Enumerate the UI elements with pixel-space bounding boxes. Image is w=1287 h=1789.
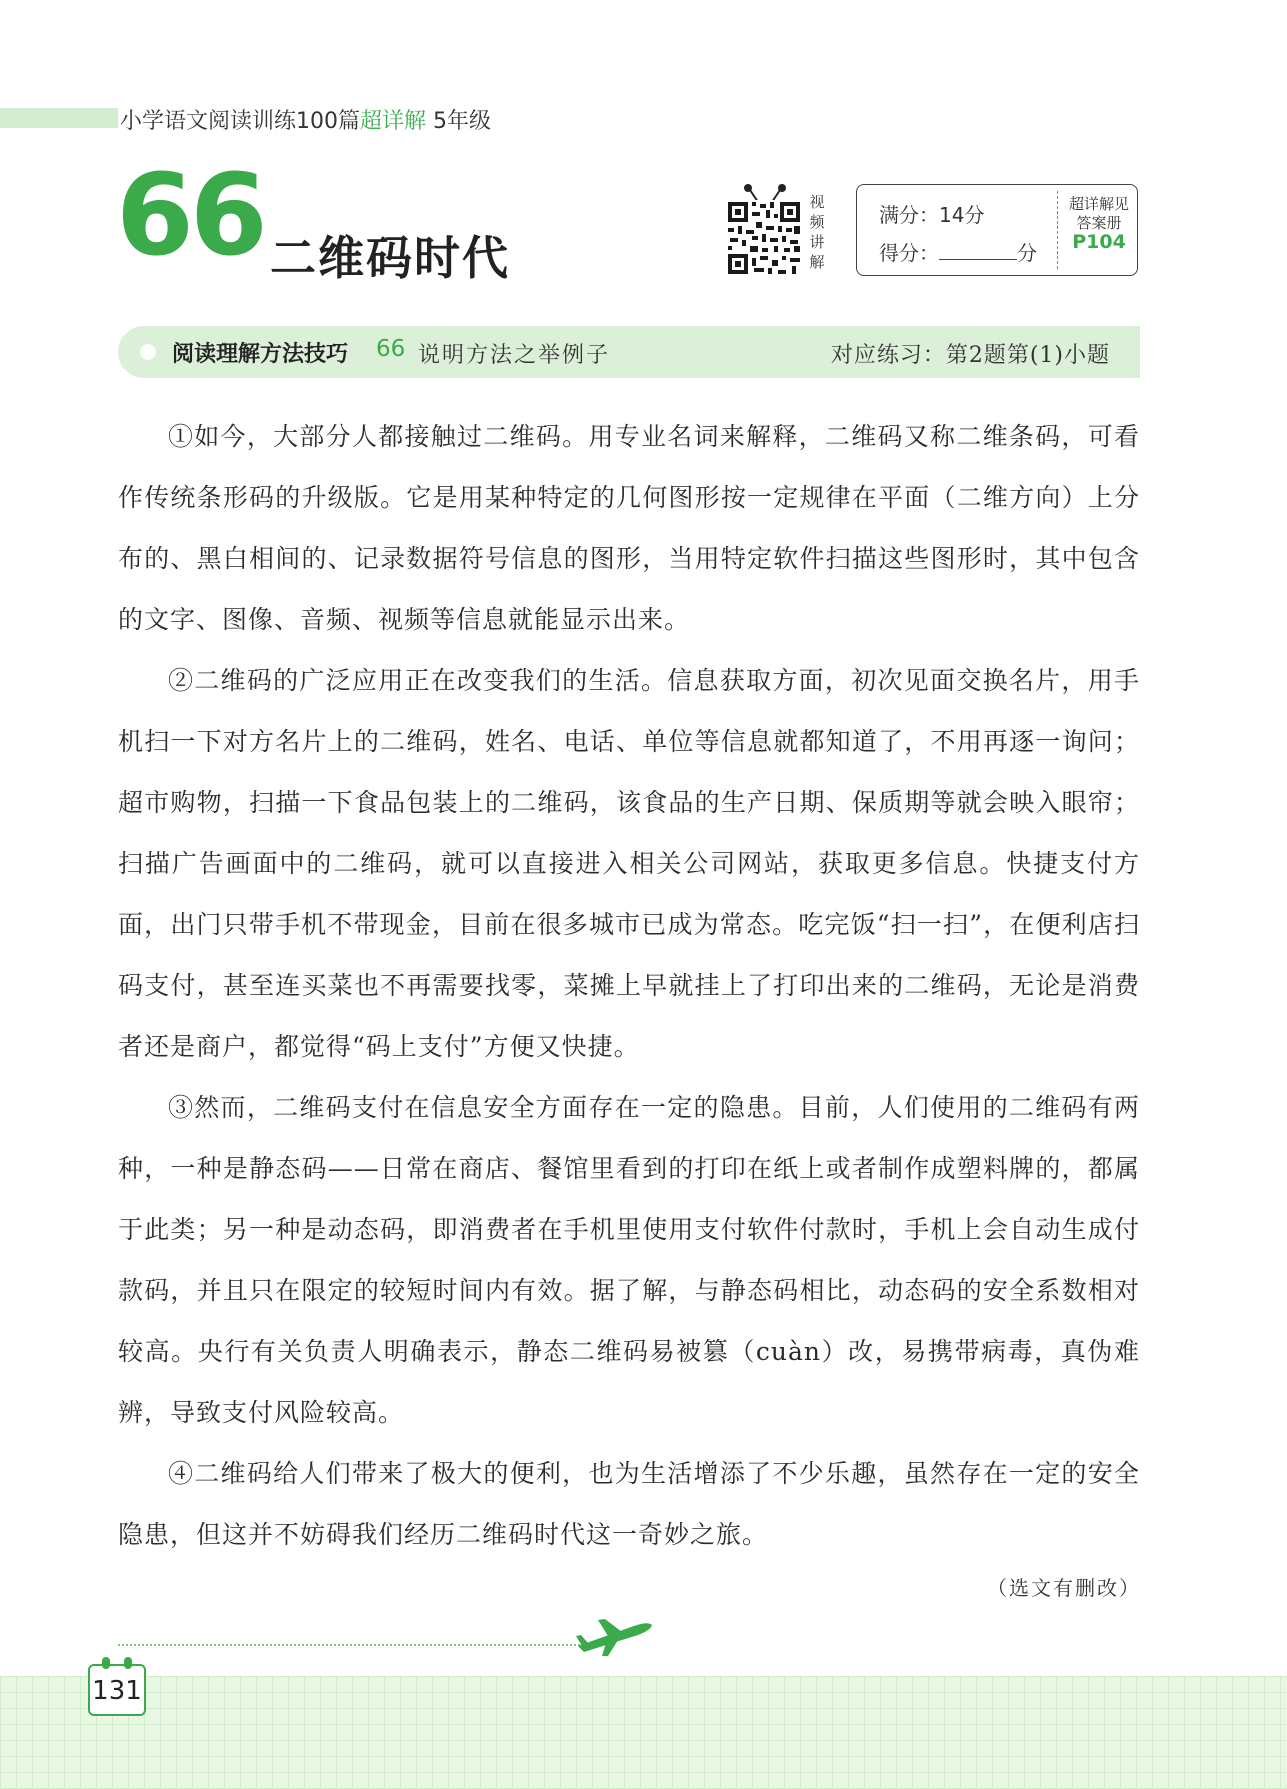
answer-ref-line1: 超详解见	[1068, 195, 1129, 213]
paragraph-1: ①如今，大部分人都接触过二维码。用专业名词来解释，二维码又称二维条码，可看作传统条形码的升级版。它是用某种特定的几何图形按一定规律在平面（二维方向）上分布的、黑白相间的、记录数据符号信息的图形，当用特定软件扫描这些图形时，其中包含的文字、图像、音频、视频等信息就能显示出来。	[118, 422, 1140, 634]
binder-ring-icon	[102, 1657, 110, 1669]
answer-ref-line2: 答案册	[1076, 214, 1122, 232]
paragraph-4: ④二维码给人们带来了极大的便利，也为生活增添了不少乐趣，虽然存在一定的安全隐患，但这并不妨碍我们经历二维码时代这一奇妙之旅。	[118, 1459, 1140, 1549]
score-divider	[1057, 191, 1058, 269]
score-field-suffix: 分	[1017, 241, 1037, 265]
page-number: 131	[92, 1676, 142, 1706]
qr-label-char: 讲	[809, 233, 825, 251]
paragraph-3: ③然而，二维码支付在信息安全方面存在一定的隐患。目前，人们使用的二维码有两种，一种是静态码——日常在商店、餐馆里看到的打印在纸上或者制作成塑料牌的，都属于此类；另一种是动态码，即消费者在手机里使用支付软件付款时，手机上会自动生成付款码，并且只在限定的较短时间内有效。据了解，与静态码相比，动态码的安全系数相对较高。央行有关负责人明确表示，静态二维码易被篡（cuàn）改，易携带病毒，真伪难辨，导致支付风险较高。	[118, 1093, 1140, 1427]
tip-number: 66	[376, 336, 406, 362]
qr-label	[806, 192, 828, 272]
full-score: 满分：14分	[879, 203, 985, 227]
footer-grid-background	[0, 1676, 1287, 1789]
paragraph-2: ②二维码的广泛应用正在改变我们的生活。信息获取方面，初次见面交换名片，用手机扫一下对方名片上的二维码，姓名、电话、单位等信息就都知道了，不用再逐一询问；超市购物，扫描一下食品包装上的二维码，该食品的生产日期、保质期等就会映入眼帘；扫描广告画面中的二维码，就可以直接进入相关公司网站，获取更多信息。快捷支付方面，出门只带手机不带现金，目前在很多城市已成为常态。吃完饭“扫一扫”，在便利店扫码支付，甚至连买菜也不再需要找零，菜摊上早就挂上了打印出来的二维码，无论是消费者还是商户，都觉得“码上支付”方便又快捷。	[118, 666, 1140, 1061]
tip-method: 说明方法之举例子	[418, 343, 611, 368]
score-field-label: 得分：	[879, 241, 939, 265]
qr-label-char: 视	[809, 193, 825, 211]
book-title-highlight: 超详解	[360, 109, 427, 134]
qr-label-char: 频	[809, 213, 825, 231]
book-title-text: 小学语文阅读训练100篇	[120, 109, 360, 134]
tip-practice-ref: 对应练习：第2题第(1)小题	[830, 343, 1110, 368]
answer-ref-page: P104	[1072, 231, 1126, 253]
tip-banner	[118, 326, 1140, 378]
tip-label: 阅读理解方法技巧	[172, 342, 349, 367]
lesson-title: 二维码时代	[270, 231, 510, 285]
qr-code-icon[interactable]	[726, 180, 802, 276]
binder-ring-icon	[124, 1657, 132, 1669]
bullet-dot-icon	[140, 344, 156, 360]
source-note: （选文有删改）	[987, 1576, 1141, 1600]
score-field	[879, 237, 1037, 266]
score-blank[interactable]	[939, 241, 1017, 260]
lesson-number: 66	[116, 151, 264, 281]
airplane-icon	[572, 1612, 656, 1660]
header-accent-strip	[0, 108, 118, 128]
book-title	[120, 104, 491, 135]
article-body	[118, 406, 1140, 1565]
grade-label: 5年级	[433, 109, 492, 134]
page-number-box	[88, 1664, 146, 1716]
answer-reference	[1063, 195, 1135, 252]
score-box	[856, 184, 1138, 276]
footer-dotted-line	[118, 1644, 580, 1646]
qr-label-char: 解	[809, 253, 825, 271]
